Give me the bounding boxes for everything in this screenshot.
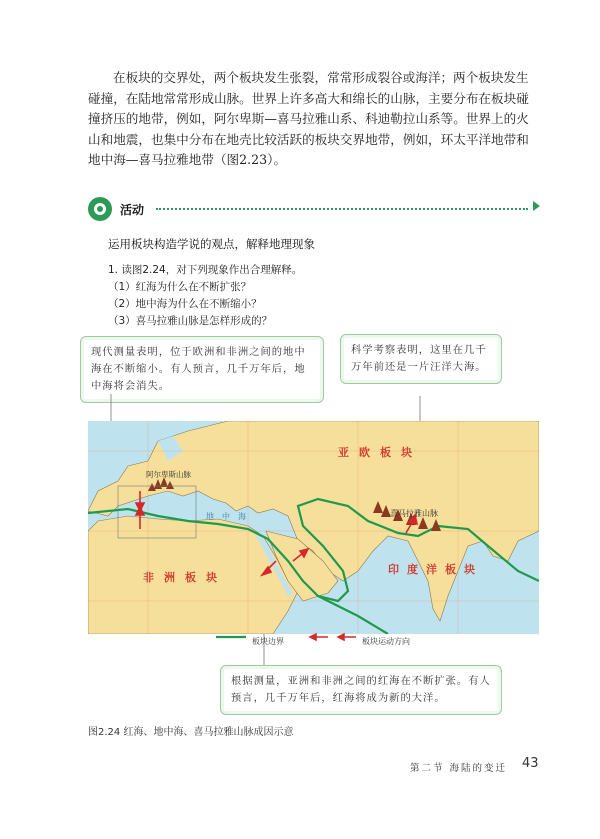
figure-caption: 图2.24 红海、地中海、喜马拉雅山脉成因示意 xyxy=(88,727,294,738)
label-indian-plate: 印度洋板块 xyxy=(388,563,483,576)
callout-red-sea: 根据测量，亚洲和非洲之间的红海在不断扩张。有人预言，几千万年后，红海将成为新的大洋。 xyxy=(220,665,502,715)
legend-boundary-label: 板块边界 xyxy=(252,637,284,646)
activity-title: 运用板块构造学说的观点，解释地理现象 xyxy=(108,237,315,251)
legend-direction-label: 板块运动方向 xyxy=(362,637,410,646)
label-eurasian-plate: 亚欧板块 xyxy=(338,446,422,459)
intro-paragraph: 在板块的交界处，两个板块发生张裂，常常形成裂谷或海洋；两个板块发生碰撞，在陆地常常形成山脉。世界上许多高大和绵长的山脉，主要分布在板块碰撞挤压的地带，例如，阿尔卑斯—喜马拉雅山系、科迪勒拉山系等。世界上的火山和地震，也集中分布在地壳比较活跃的板块交界地带，例如，环太平洋地带和地中海—喜马拉雅地带（图2.23）。 xyxy=(88,70,529,167)
plate-map xyxy=(88,421,539,634)
label-mediterranean: 地中海 xyxy=(206,512,254,521)
activity-label: 活动 xyxy=(120,203,145,217)
label-alps: 阿尔卑斯山脉 xyxy=(146,470,191,479)
label-african-plate: 非洲板块 xyxy=(143,571,227,584)
label-himalaya: 喜马拉雅山脉 xyxy=(390,509,438,518)
question-item: （2）地中海为什么在不断缩小？ xyxy=(108,298,262,310)
callout-himalaya: 科学考察表明，这里在几千万年前还是一片汪洋大海。 xyxy=(340,334,502,384)
activity-header xyxy=(88,197,540,221)
legend-arrow-swatch xyxy=(310,634,356,640)
callout-mediterranean: 现代测量表明，位于欧洲和非洲之间的地中海在不断缩小。有人预言，几千万年后，地中海将会消失。 xyxy=(80,336,324,403)
question-item: （1）红海为什么在不断扩张？ xyxy=(108,281,252,293)
question-item: 1. 读图2.24，对下列现象作出合理解释。 xyxy=(108,264,303,276)
arrow-right-icon xyxy=(533,201,540,211)
activity-icon xyxy=(88,197,112,221)
page-number: 43 xyxy=(522,756,539,771)
activity-divider xyxy=(156,208,528,210)
question-item: （3）喜马拉雅山脉是怎样形成的？ xyxy=(108,315,273,327)
footer-section: 第二节 海陆的变迁 xyxy=(410,763,508,774)
